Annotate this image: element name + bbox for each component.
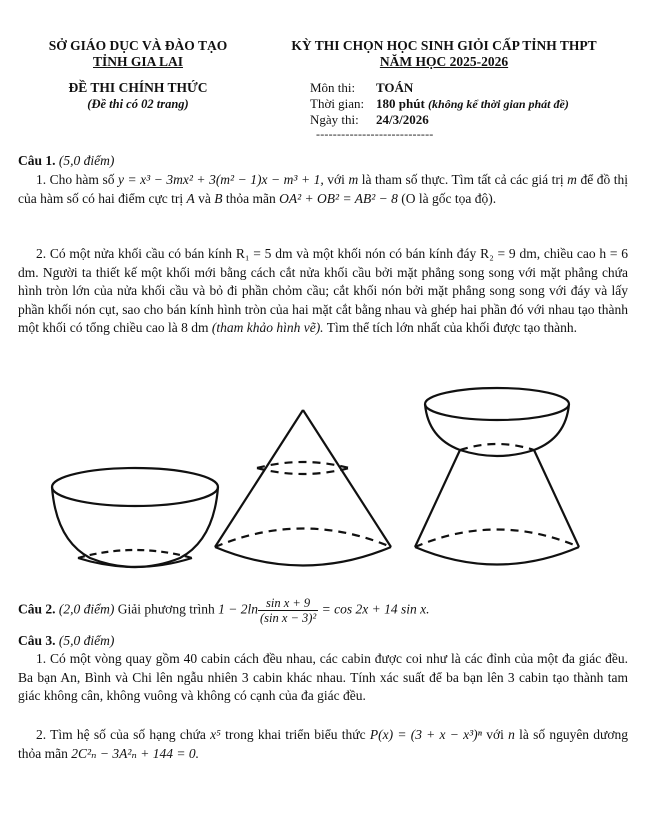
- q2-eq-right: = cos 2x + 14 sin x.: [321, 601, 430, 617]
- q1-p1-text-f: thỏa mãn: [225, 190, 276, 206]
- q2-block: [18, 596, 628, 625]
- q3-heading: [18, 632, 628, 651]
- time-value: 180 phút: [376, 96, 425, 111]
- q1-p1-text-a: 1. Cho hàm số: [36, 172, 115, 187]
- q1-p1-text-g: (O là gốc tọa độ).: [401, 190, 497, 206]
- date-value: 24/3/2026: [376, 112, 429, 127]
- q3-title: Câu 3.: [18, 633, 56, 648]
- school-year: NĂM HỌC 2025-2026: [379, 54, 509, 69]
- q3-p2-text-d: là số nguyên dương thỏa mãn: [18, 727, 629, 761]
- q1-p2-ref: (tham khảo hình vẽ).: [211, 320, 324, 335]
- q2-title: Câu 2.: [18, 601, 56, 617]
- official-label: ĐỀ THI CHÍNH THỨC: [68, 80, 208, 95]
- q1-part2: [18, 245, 628, 338]
- q1-part1: [18, 171, 628, 208]
- exam-meta: [310, 80, 569, 128]
- q2-fraction: [258, 596, 318, 625]
- exam-title: KỲ THI CHỌN HỌC SINH GIỎI CẤP TỈNH THPT: [291, 38, 597, 53]
- q3-p2-text-b: trong khai triển biểu thức: [225, 727, 366, 742]
- q3-n: n: [508, 727, 515, 742]
- q2-frac-num: sin x + 9: [258, 596, 318, 611]
- q3-condition: 2C²ₙ − 3A²ₙ + 144 = 0.: [71, 745, 199, 761]
- q2-text: Giải phương trình: [117, 601, 215, 617]
- q1-p2-end: Tìm thể tích lớn nhất của khối được tạo thành.: [326, 320, 577, 335]
- q1-condition: OA² + OB² = AB² − 8: [279, 190, 398, 206]
- department-name: SỞ GIÁO DỤC VÀ ĐÀO TẠO: [48, 38, 228, 53]
- header-right: [258, 38, 630, 70]
- q1-param-m-2: m: [567, 172, 577, 187]
- q3-p2-text-c: với: [486, 727, 504, 742]
- q1-param-m: m: [348, 172, 359, 187]
- q1-p1-text-b: với: [327, 172, 345, 187]
- time-label: Thời gian:: [310, 96, 365, 111]
- q1-p1-text-c: là tham số thực. Tìm tất cả các: [361, 172, 529, 187]
- date-label: Ngày thi:: [310, 112, 359, 127]
- q1-heading: [18, 152, 628, 171]
- time-note: (không kể thời gian phát đề): [428, 97, 569, 111]
- q1-function: y = x³ − 3mx² + 3(m² − 1)x − m³ + 1,: [118, 172, 324, 187]
- q1-p1-text-e: để đồ thị của hàm số có hai điểm cực trị: [18, 172, 629, 206]
- pages-note: (Đề thi có 02 trang): [87, 97, 189, 111]
- separator-line: ----------------------------: [316, 127, 434, 141]
- official-block: [18, 80, 258, 112]
- q3-score: (5,0 điểm): [58, 633, 115, 648]
- header-left: [18, 38, 258, 70]
- province-name: TỈNH GIA LAI: [92, 54, 184, 69]
- combined-figure: [415, 388, 579, 565]
- q2-eq-left: 1 − 2ln: [218, 601, 258, 617]
- q3-expression: P(x) = (3 + x − x³)ⁿ: [369, 727, 482, 742]
- hemisphere-figure: [52, 468, 218, 567]
- q3-part2: [18, 726, 628, 763]
- q3-p2-text-a: 2. Tìm hệ số của số hạng chứa: [36, 727, 206, 742]
- subject-value: TOÁN: [376, 80, 414, 95]
- subject-label: Môn thi:: [310, 80, 356, 95]
- figure: [0, 380, 645, 592]
- q1-p2-text: 2. Có một nửa khối cầu có bán kính R₁ = 5 dm và một khối nón có bán kính đáy R₂ = 9 dm, chiều cao h = 6 dm. Người ta thiết kế một khối mới bằng cách cắt nửa khối cầu bởi mặt phẳng song song với mặt phẳng chứa hình tròn lớn của nửa khối cầu và bỏ đi phần chỏm cầu; cắt khối nón bởi mặt phẳng song song với đáy và lấy phần khối nón cụt, sao cho bán kính hình tròn của hai mặt cắt bằng nhau và ghép hai phần đó với nhau tạo thành một khối có tổng chiều cao là 8 dm: [18, 246, 628, 335]
- q1-point-b: B: [214, 190, 223, 206]
- q1-p1-and: và: [198, 190, 211, 206]
- q1-point-a: A: [186, 190, 195, 206]
- q1-title: Câu 1.: [18, 153, 56, 168]
- q2-frac-den: (sin x − 3)²: [259, 611, 317, 625]
- q2-score: (2,0 điểm): [58, 601, 115, 617]
- q1-score: (5,0 điểm): [58, 153, 115, 168]
- q3-x5: x⁵: [210, 727, 221, 742]
- cone-figure: [215, 410, 391, 566]
- q1-p1-text-d: giá trị: [531, 172, 564, 187]
- q3-part1: 1. Có một vòng quay gồm 40 cabin cách đều nhau, các cabin được coi như là các đỉnh của một đa giác đều. Ba bạn An, Bình và Chi lên ngẫu nhiên 3 cabin khác nhau. Tính xác suất để ba bạn lên 3 cabin tạo thành tam giác không cân, không vuông và không có cạnh của đa giác đều.: [18, 651, 628, 703]
